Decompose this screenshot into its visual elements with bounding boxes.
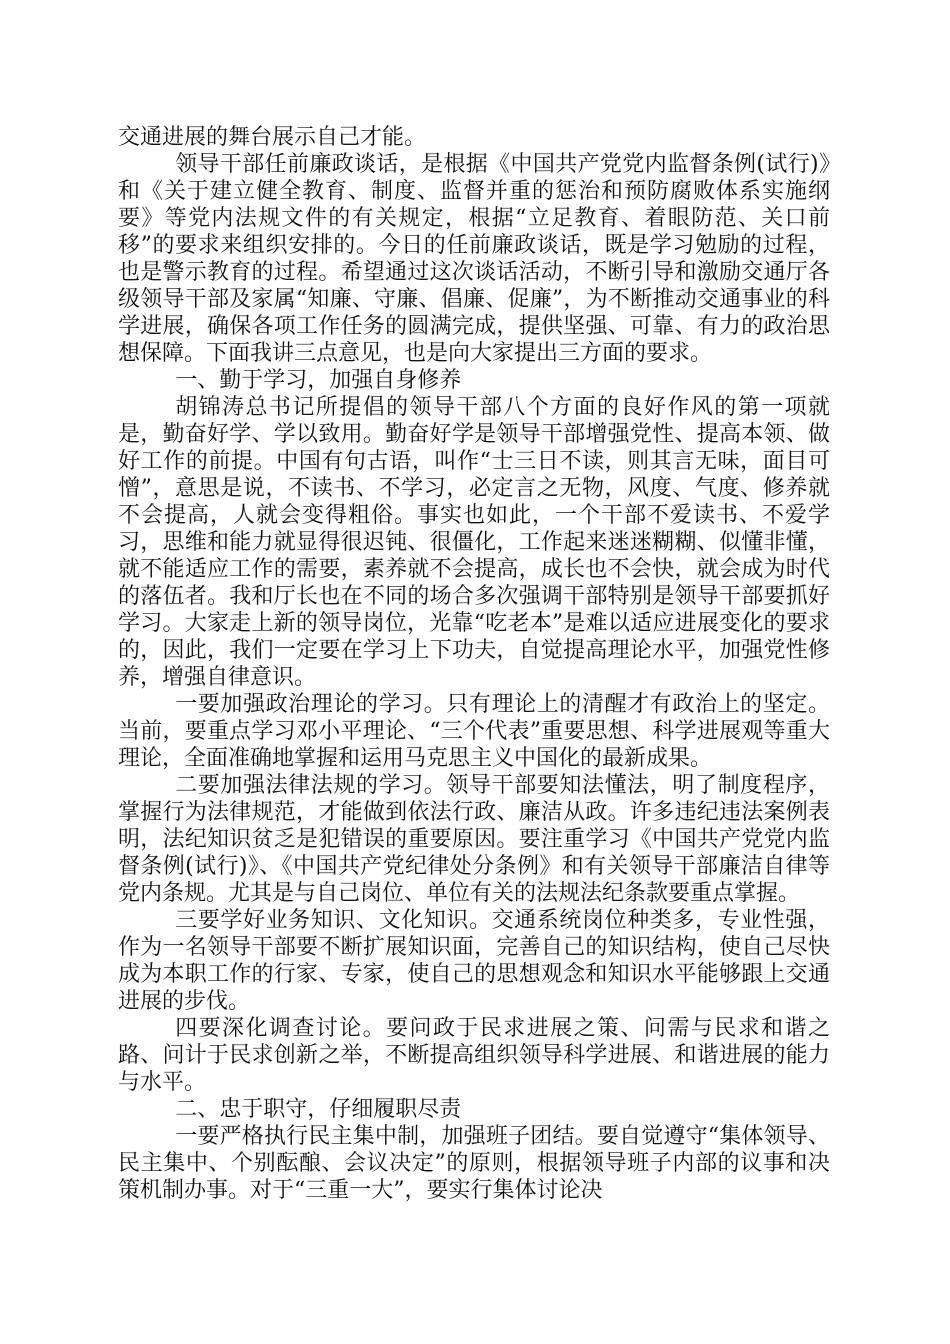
paragraph-business-knowledge: 三要学好业务知识、文化知识。交通系统岗位种类多，专业性强，作为一名领导干部要不断扩展知识面，完善自己的知识结构，使自己尽快成为本职工作的行家、专家，使自己的思想观念和知识水平能够跟上交通进展的步伐。 — [118, 908, 830, 1014]
paragraph-research: 四要深化调查讨论。要问政于民求进展之策、问需与民求和谐之路、问计于民求创新之举，不断提高组织领导科学进展、和谐进展的能力与水平。 — [118, 1016, 830, 1095]
document-page — [118, 124, 830, 1204]
section-heading-2: 二、忠于职守，仔细履职尽责 — [175, 1097, 462, 1122]
paragraph-political-theory: 一要加强政治理论的学习。只有理论上的清醒才有政治上的坚定。当前，要重点学习邓小平理论、“三个代表”重要思想、科学进展观等重大理论，全面准确地掌握和运用马克思主义中国化的最新成果。 — [118, 692, 830, 771]
paragraph-study: 胡锦涛总书记所提倡的领导干部八个方面的良好作风的第一项就是，勤奋好学、学以致用。勤奋好学是领导干部增强党性、提高本领、做好工作的前提。中国有句古语，叫作“士三日不读，则其言无味，面目可憎”，意思是说，不读书、不学习，必定言之无物，风度、气度、修养就不会提高，人就会变得粗俗。事实也如此，一个干部不爱读书、不爱学习，思维和能力就显得很迟钝、很僵化，工作起来迷迷糊糊、似懂非懂，就不能适应工作的需要，素养就不会提高，成长也不会快，就会成为时代的落伍者。我和厅长也在不同的场合多次强调干部特别是领导干部要抓好学习。大家走上新的领导岗位，光靠“吃老本”是难以适应进展变化的要求的，因此，我们一定要在学习上下功夫，自觉提高理论水平，加强党性修养，增强自律意识。 — [118, 395, 830, 690]
paragraph-intro: 领导干部任前廉政谈话，是根据《中国共产党党内监督条例(试行)》和《关于建立健全教育、制度、监督并重的惩治和预防腐败体系实施纲要》等党内法规文件的有关规定，根据“立足教育、着眼防范、关口前移”的要求来组织安排的。今日的任前廉政谈话，既是学习勉励的过程，也是警示教育的过程。希望通过这次谈话活动，不断引导和激励交通厅各级领导干部及家属“知廉、守廉、倡廉、促廉”，为不断推动交通事业的科学进展，确保各项工作任务的圆满完成，提供坚强、可靠、有力的政治思想保障。下面我讲三点意见，也是向大家提出三方面的要求。 — [118, 152, 830, 366]
section-heading-1: 一、勤于学习，加强自身修养 — [175, 368, 462, 393]
paragraph-law-study: 二要加强法律法规的学习。领导干部要知法懂法，明了制度程序，掌握行为法律规范，才能做到依法行政、廉洁从政。许多违纪违法案例表明，法纪知识贫乏是犯错误的重要原因。要注重学习《中国共产党党内监督条例(试行)》、《中国共产党纪律处分条例》和有关领导干部廉洁自律等党内条规。尤其是与自己岗位、单位有关的法规法纪条款要重点掌握。 — [118, 773, 830, 906]
paragraph-continuation: 交通进展的舞台展示自己才能。 — [118, 125, 427, 150]
paragraph-democratic-centralism: 一要严格执行民主集中制，加强班子团结。要自觉遵守“集体领导、民主集中、个别酝酿、会议决定”的原则，根据领导班子内部的议事和决策机制办事。对于“三重一大”，要实行集体讨论决 — [118, 1124, 830, 1203]
